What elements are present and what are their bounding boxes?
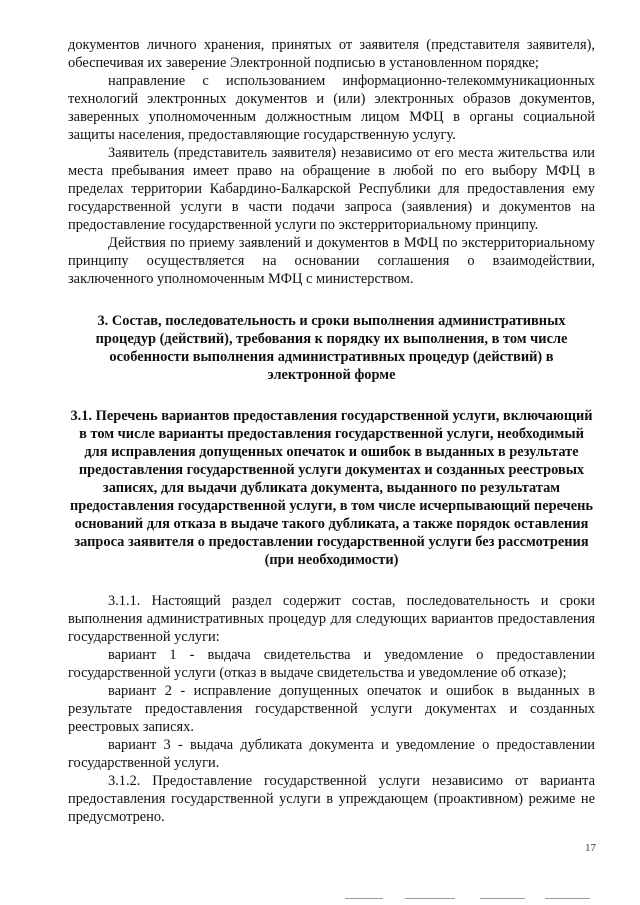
scan-artifact-line [545, 898, 590, 899]
paragraph-variant-2: вариант 2 - исправление допущенных опечаток и ошибок в выданных в результате предоставления государственной услуги документах и созданных реестровых записях. [68, 683, 595, 735]
subsection-heading: 3.1. Перечень вариантов предоставления государственной услуги, включающий в том числе варианты предоставления государственной услуги, необходимый для исправления допущенных опечаток и ошибок в выданных в результате предоставления государственной услуги документах и созданных реестровых записях, для выдачи дубликата документа, выданного по результатам предоставления государственной услуги, в том числе исчерпывающий перечень оснований для отказа в выдаче такого дубликата, а также порядок оставления запроса заявителя о предоставлении государственной услуги без рассмотрения (при необходимости) [69, 408, 594, 568]
paragraph-variant-1: вариант 1 - выдача свидетельства и уведомление о предоставлении государственной услуги (отказ в выдаче свидетельства и уведомление об отказе); [68, 647, 595, 681]
paragraph-transmission: направление с использованием информационно-телекоммуникационных технологий электронных документов и (или) электронных образов документов, заверенных уполномоченным должностным лицом МФЦ в органы социальной защиты населения, предоставляющие государственную услугу. [68, 73, 595, 143]
scan-artifact-line [345, 898, 383, 899]
section-heading: 3. Состав, последовательность и сроки выполнения административных процедур (действий), требования к порядку их выполнения, в том числе особенности выполнения административных процедур (действий) в электронной форме [95, 313, 568, 383]
paragraph-3-1-1: 3.1.1. Настоящий раздел содержит состав, последовательность и сроки выполнения административных процедур для следующих вариантов предоставления государственной услуги: [68, 593, 595, 645]
scan-artifact-line [405, 898, 455, 899]
paragraph-3-1-2: 3.1.2. Предоставление государственной услуги независимо от варианта предоставления государственной услуги в упреждающем (проактивном) режиме не предусмотрено. [68, 773, 595, 825]
paragraph-extraterritorial: Действия по приему заявлений и документов в МФЦ по экстерриториальному принципу осуществляется на основании соглашения о взаимодействии, заключенного уполномоченным МФЦ с министерством. [68, 235, 595, 287]
scan-artifact-line [480, 898, 525, 899]
document-page [68, 36, 595, 826]
paragraph-variant-3: вариант 3 - выдача дубликата документа и уведомление о предоставлении государственной услуги. [68, 737, 595, 771]
page-number: 17 [585, 842, 596, 854]
paragraph-applicant-right: Заявитель (представитель заявителя) независимо от его места жительства или места пребывания имеет право на обращение в любой по его выбору МФЦ в пределах территории Кабардино-Балкарской Республики для предоставления ему государственной услуги в части подачи запроса (заявления) и документов на предоставление государственной услуги по экстерриториальному принципу. [68, 145, 595, 233]
paragraph-continuation: документов личного хранения, принятых от заявителя (представителя заявителя), обеспечивая их заверение Электронной подписью в установленном порядке; [68, 37, 595, 71]
